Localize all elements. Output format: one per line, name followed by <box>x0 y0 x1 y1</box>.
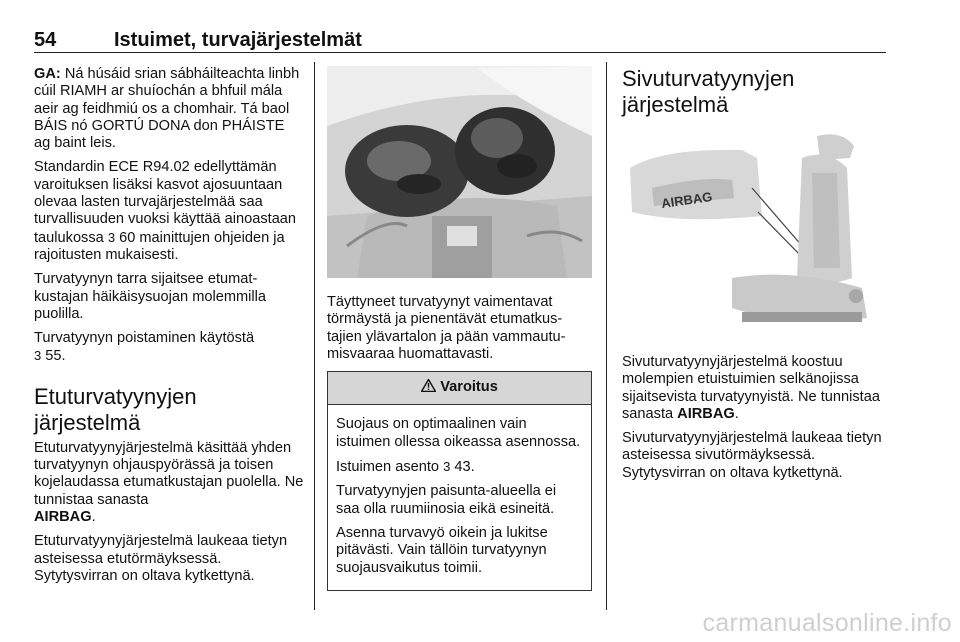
label-location-paragraph: Turvatyynyn tarra sijaitsee etumatkustajan häikäisysuojan molemmilla puolilla. <box>34 271 266 322</box>
airbag-caption: Täyttyneet turvatyynyt vaimentavat törmäystä ja pienentävät etumatkustajien ylävartalon ja pään vammautumisvaaraa huomattavasti. <box>327 294 566 362</box>
warning-title: Varoitus <box>440 379 498 396</box>
page-title: Istuimet, turvajärjestelmät <box>114 29 362 51</box>
ga-warning-paragraph <box>34 66 304 152</box>
warning-p1: Suojaus on optimaalinen vain istuimen ollessa oikeassa asennossa. <box>336 416 581 450</box>
front-airbag-deploy-paragraph: Etuturvatyynyjärjestelmä laukeaa tietyn asteisessa etutörmäyksessä. Sytytysvirran on oltava kytkettynä. <box>34 533 288 584</box>
column-divider-right <box>606 62 607 610</box>
page-header <box>34 30 886 53</box>
deployed-airbags-image <box>327 66 592 278</box>
deactivation-paragraph <box>34 330 304 366</box>
front-airbag-paragraph <box>34 440 304 526</box>
ga-text: Ná húsáid srian sábháilteachta linbh cúil RIAMH ar shuíochán a bhfuil mála aeir ag feidhmiú os a chomhair. Tá baol BÁIS nó GORTÚ DONA don PHÁISTE ag baint leis. <box>34 66 300 152</box>
warning-triangle-icon <box>421 379 440 395</box>
column-right <box>622 66 888 489</box>
front-airbag-text-a: Etuturvatyynyjärjestelmä käsittää yhden turvatyynyn ohjauspyörässä ja toisen kojelaudassa etumatkustajan puolella. Ne tunnistaa sanasta <box>34 439 304 508</box>
seat-image <box>622 128 888 338</box>
standard-text-b: 60 mainittujen ohjeiden ja rajoitusten mukaisesti. <box>34 229 285 263</box>
deployed-airbags-illustration <box>327 66 592 278</box>
page-number: 54 <box>34 29 57 51</box>
side-airbag-seat-illustration <box>622 128 888 338</box>
airbag-word: AIRBAG <box>677 405 735 422</box>
side-airbag-text-a: Sivuturvatyynyjärjestelmä koostuu molempien etuistuimien selkänojissa sijaitsevista turvatyynyistä. Ne tunnistaa sanasta <box>622 354 880 422</box>
warning-header <box>328 372 591 405</box>
warning-p3: Turvatyynyjen paisunta-alueella ei saa olla ruumiinosia eikä esineitä. <box>336 483 557 517</box>
page-ref-arrow-icon: 3 <box>443 459 451 475</box>
warning-p2-b: 43. <box>450 459 475 476</box>
column-left <box>34 66 304 592</box>
standard-paragraph <box>34 159 304 264</box>
ga-label: GA: <box>34 66 61 82</box>
airbag-label-text: AIRBAG <box>660 188 714 211</box>
page-ref-arrow-icon: 3 <box>34 348 42 364</box>
front-airbag-heading: Etuturvatyynyjen järjestelmä <box>34 383 197 435</box>
page-ref-arrow-icon: 3 <box>107 229 116 245</box>
standard-text-a: Standardin ECE R94.02 edellyttämän varoituksen lisäksi kasvot ajosuuntaan olevaa lasten turvajärjestelmää saa turvallisuuden vuoksi käyttää ainoastaan taulukossa <box>34 159 297 246</box>
watermark: carmanualsonline.info <box>702 609 952 637</box>
deactivation-text-a: Turvatyynyn poistaminen käytöstä <box>34 330 255 347</box>
warning-p2-a: Istuimen asento <box>336 459 444 476</box>
side-airbag-heading: Sivuturvatyynyjen järjestelmä <box>622 66 795 117</box>
side-airbag-text-b: . <box>734 405 739 422</box>
warning-body <box>328 405 591 589</box>
side-airbag-deploy-paragraph: Sivuturvatyynyjärjestelmä laukeaa tietyn asteisessa sivutörmäyksessä. Sytytysvirran on oltava kytkettynä. <box>622 430 882 481</box>
column-divider-left <box>314 62 315 610</box>
front-airbag-text-b: . <box>91 508 96 525</box>
airbag-word: AIRBAG <box>34 508 92 525</box>
warning-p4: Asenna turvavyö oikein ja lukitse pitävästi. Vain tällöin turvatyynyn suojausvaikutus toimii. <box>336 524 548 576</box>
side-airbag-paragraph <box>622 354 888 423</box>
warning-box <box>327 371 592 591</box>
column-middle <box>327 66 592 591</box>
deactivation-text-b: 55. <box>41 348 66 365</box>
warning-p2 <box>336 458 583 476</box>
